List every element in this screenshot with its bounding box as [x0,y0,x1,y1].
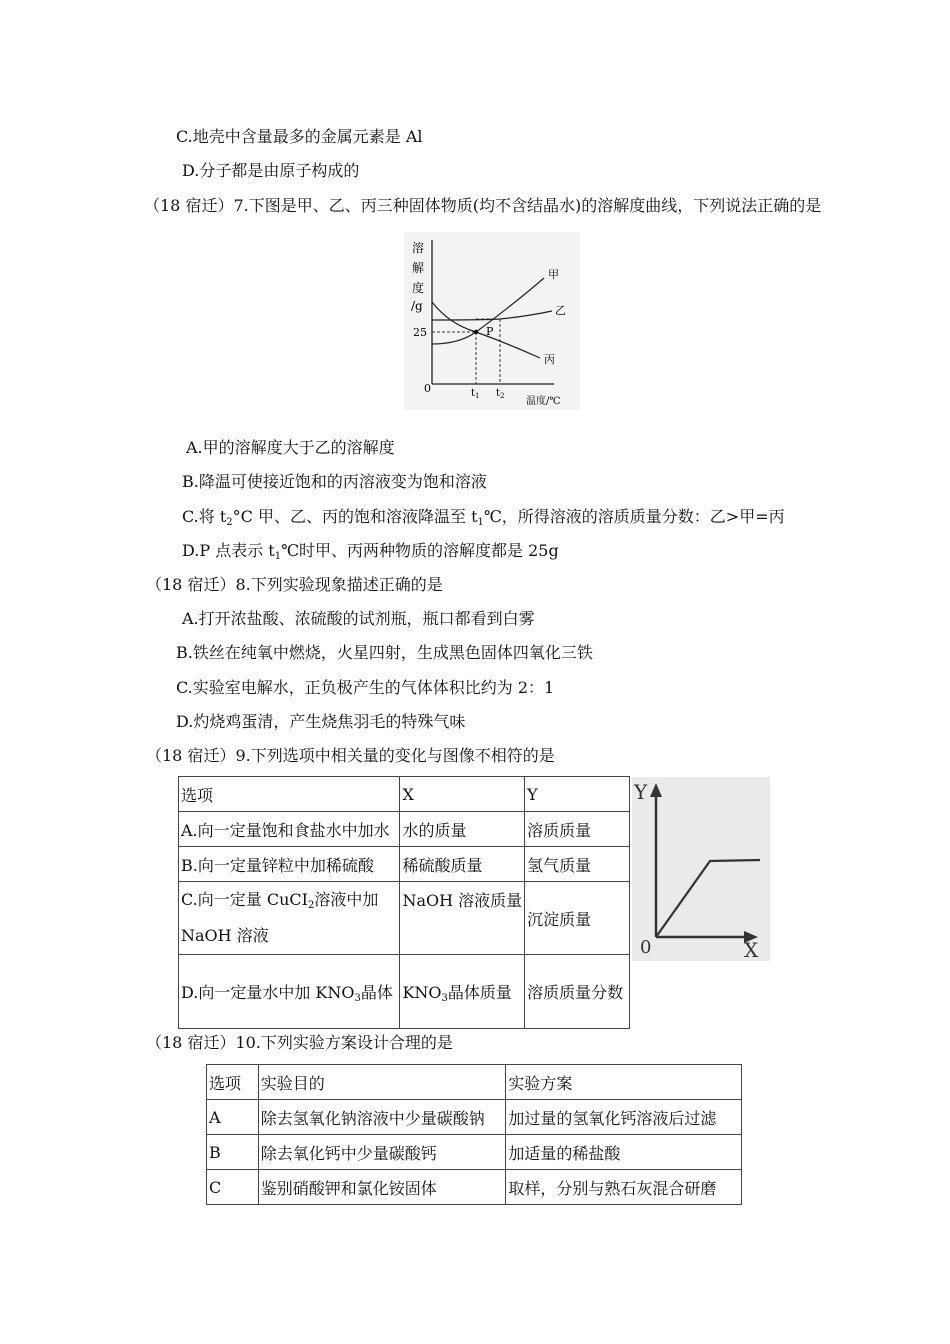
origin-label: 0 [640,937,652,958]
row-c-y: 沉淀质量 [525,882,630,955]
solubility-curve-svg [404,232,580,410]
q7-option-a: A.甲的溶解度大于乙的溶解度 [186,438,395,457]
x-axis-label: X [744,938,759,961]
y-label-4: /g [411,299,423,313]
q8-option-b: B.铁丝在纯氧中燃烧，火星四射，生成黑色固体四氧化三铁 [176,643,593,662]
y-axis-label: Y [634,780,648,804]
point-p-label: P [486,325,494,338]
q8-option-c: C.实验室电解水，正负极产生的气体体积比约为 2：1 [176,678,555,697]
curve-label-bing: 丙 [544,353,555,366]
row-d-y: 溶质质量分数 [525,955,630,1029]
row-a-plan: 加过量的氢氧化钙溶液后过滤 [506,1100,742,1135]
row-c-option: C.向一定量 CuCI$_2$溶液中加 NaOH 溶液 [179,882,400,955]
xy-graph-figure [632,777,770,961]
header-x: X [400,777,525,812]
table-row [207,1135,742,1170]
header-y: Y [525,777,630,812]
table-row [207,1170,742,1205]
x-axis-label: 温度/℃ [526,396,561,407]
row-d-option: D.向一定量水中加 $KNO_3$晶体 [179,955,400,1029]
header-plan: 实验方案 [506,1065,742,1100]
table-header-row [179,777,630,812]
row-c-plan: 取样，分别与熟石灰混合研磨 [506,1170,742,1205]
xy-graph-svg [632,777,770,961]
table-row [207,1100,742,1135]
table-row [179,882,630,955]
x-tick-t1: $t_1$ [471,388,480,400]
q8-option-d: D.灼烧鸡蛋清，产生烧焦羽毛的特殊气味 [176,712,466,731]
table-header-row [207,1065,742,1100]
row-b-option: B [207,1135,259,1170]
point-p [474,330,478,334]
row-b-plan: 加适量的稀盐酸 [506,1135,742,1170]
table-row [179,812,630,847]
header-purpose: 实验目的 [258,1065,506,1100]
question-10-table [206,1064,742,1205]
curve-label-yi: 乙 [555,304,566,317]
y-label-1: 溶 [412,241,425,255]
row-c-purpose: 鉴别硝酸钾和氯化铵固体 [258,1170,506,1205]
solubility-curve-figure [404,232,580,410]
row-b-purpose: 除去氧化钙中少量碳酸钙 [258,1135,506,1170]
y-label-3: 度 [412,281,425,295]
origin-label: 0 [424,382,431,395]
row-b-x: 稀硫酸质量 [400,847,525,882]
line-c-crust-metal: C.地壳中含量最多的金属元素是 Al [176,127,423,146]
row-a-x: 水的质量 [400,812,525,847]
header-option: 选项 [207,1065,259,1100]
y-axis-arrow [650,783,662,797]
row-c-x: NaOH 溶液质量 [400,882,525,955]
x-tick-t2: $t_2$ [496,388,505,400]
row-a-option: A [207,1100,259,1135]
row-b-y: 氢气质量 [525,847,630,882]
q7-option-b: B.降温可使接近饱和的丙溶液变为饱和溶液 [182,472,487,491]
y-tick-25: 25 [413,326,427,339]
question-7: （18 宿迁）7.下图是甲、乙、丙三种固体物质(均不含结晶水)的溶解度曲线，下列说法正确的是 [144,196,822,215]
q7-option-c: C.将 $t_2^\circ C$ 甲、乙、丙的饱和溶液降温至 $t_1℃$，所得溶液的溶质质量分数：乙>甲=丙 [182,507,785,528]
row-a-y: 溶质质量 [525,812,630,847]
graph-line [656,860,760,937]
row-c-option: C [207,1170,259,1205]
row-a-option: A.向一定量饱和食盐水中加水 [179,812,400,847]
table-row [179,955,630,1029]
row-d-x: $KNO_3$晶体质量 [400,955,525,1029]
question-9-table [178,776,630,1029]
y-label-2: 解 [412,261,425,275]
q7-option-d: D.P 点表示 $t_1℃$时甲、丙两种物质的溶解度都是 25g [182,541,559,562]
row-a-purpose: 除去氢氧化钠溶液中少量碳酸钠 [258,1100,506,1135]
header-option: 选项 [179,777,400,812]
table-row [179,847,630,882]
curve-label-jia: 甲 [548,268,559,281]
row-b-option: B.向一定量锌粒中加稀硫酸 [179,847,400,882]
q8-option-a: A.打开浓盐酸、浓硫酸的试剂瓶，瓶口都看到白雾 [182,609,535,628]
question-10: （18 宿迁）10.下列实验方案设计合理的是 [146,1033,453,1052]
question-9: （18 宿迁）9.下列选项中相关量的变化与图像不相符的是 [146,746,555,765]
question-8: （18 宿迁）8.下列实验现象描述正确的是 [146,575,443,594]
line-d-molecules: D.分子都是由原子构成的 [182,161,360,180]
